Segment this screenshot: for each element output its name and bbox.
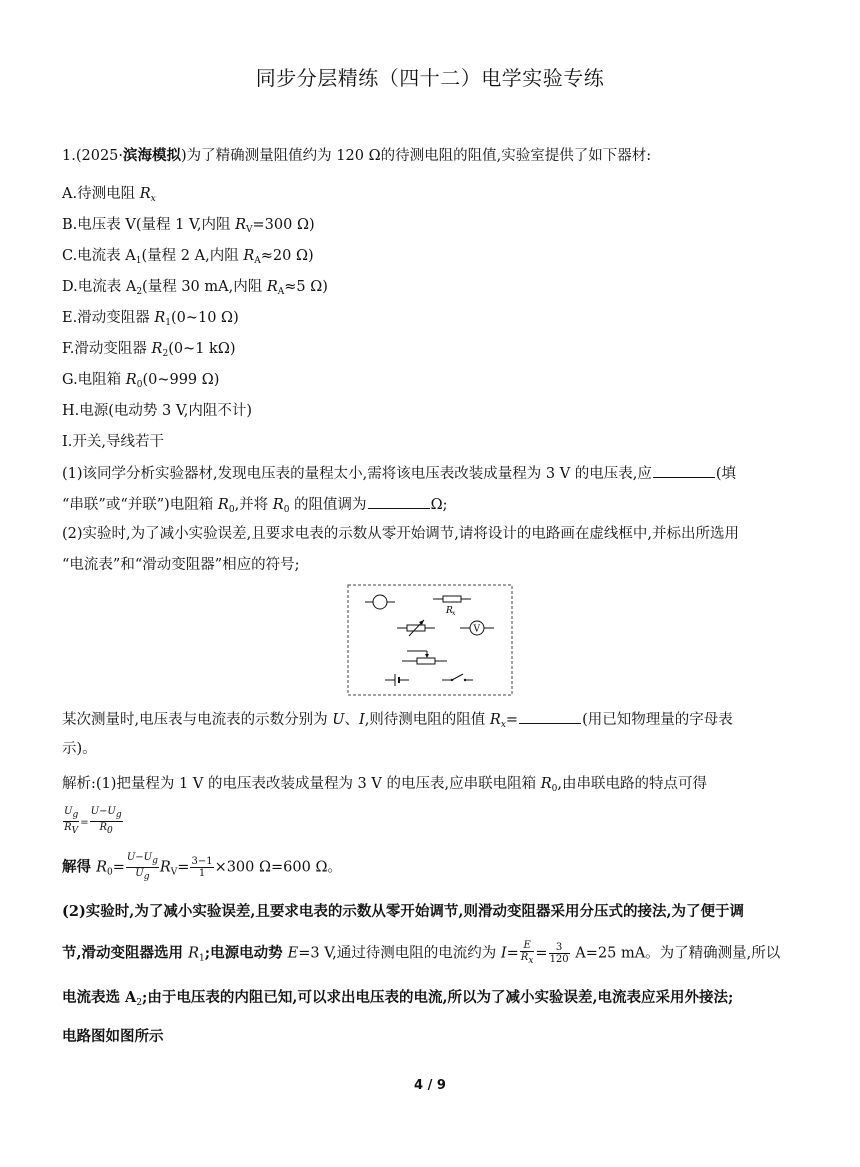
- fraction-numeric: $\frac{3-1}{1}$: [191, 856, 213, 879]
- part1-line2-text: “串联”或“并联”)电阻箱: [62, 497, 218, 513]
- option-f-sub: 2: [162, 349, 169, 359]
- option-g-sub: 0: [136, 380, 143, 390]
- solution-line6: 电路图如图所示: [62, 1028, 164, 1045]
- option-d: [62, 277, 328, 302]
- variable-resistor-symbol: [397, 620, 435, 636]
- battery-symbol: [385, 674, 409, 686]
- rx-label: R: [446, 606, 453, 616]
- option-e-text: E.滑动变阻器: [62, 310, 155, 326]
- s4-text: 节,滑动变阻器选用: [62, 944, 189, 962]
- symbol-r: R: [489, 712, 501, 728]
- option-a-sub: x: [150, 194, 156, 204]
- slide-rheostat-symbol: [402, 651, 447, 664]
- option-a-symbol: R: [139, 186, 151, 202]
- page-title: 同步分层精练（四十二）电学实验专练: [255, 66, 605, 90]
- solution-line3: (2)实验时,为了减小实验误差,且要求电表的示数从零开始调节,则滑动变阻器采用分压式的接法,为了便于调: [62, 903, 744, 920]
- option-e-symbol: R: [154, 310, 166, 326]
- part1-line2-end: Ω;: [430, 497, 448, 513]
- fraction-e-rx: $\frac{E}{R_x}$: [520, 940, 534, 966]
- option-f-text2: (0~1 kΩ): [168, 341, 236, 357]
- r0-symbol: R: [217, 497, 229, 513]
- equation-1: [62, 806, 124, 837]
- option-g-text2: (0~999 Ω): [142, 372, 220, 388]
- part2-line1: (2)实验时,为了减小实验误差,且要求电表的示数从零开始调节,请将设计的电路画在虚线框中,并标出所选用: [62, 526, 739, 542]
- solution-line5: 电流表选 $A_2$;由于电压表的内阻已知,可以求出电压表的电流,所以为了减小实验误差,电流表应采用外接法;: [62, 989, 734, 1008]
- part3-text: 某次测量时,电压表与电流表的示数分别为: [62, 712, 333, 728]
- s2-r: R: [96, 859, 107, 876]
- option-b-text-end: =300 Ω): [252, 217, 315, 233]
- symbol-i: I: [358, 712, 365, 728]
- ammeter-symbol: [365, 595, 395, 609]
- solution-line4: 节,滑动变阻器选用 $R_1$;电源电动势 E=3 V,通过待测电阻的电流约为 I= $\frac{E}{R_x}$ = $\frac{3}{120}$ A=25 mA。为了精确测量,所以: [62, 940, 781, 966]
- symbol-r-sub: x: [500, 720, 506, 730]
- circuit-components-box[interactable]: [347, 584, 513, 696]
- option-d-symbol: R: [266, 279, 278, 295]
- answer-blank-3[interactable]: [519, 709, 581, 724]
- part3-text2: ,则待测电阻的阻值: [364, 712, 490, 728]
- r0-symbol-2: R: [272, 497, 284, 513]
- option-f-symbol: R: [151, 341, 163, 357]
- eq1-equals: =: [80, 817, 89, 829]
- answer-blank-1[interactable]: [653, 463, 715, 478]
- option-i: I.开关,导线若干: [62, 434, 164, 450]
- intro-prefix: 1.(2025·: [62, 148, 124, 164]
- solution-r0: R: [540, 776, 552, 792]
- fraction-r0: $\frac{U-U_g}{U_g}$: [126, 852, 158, 882]
- option-c: [62, 246, 314, 271]
- r0-sub: 0: [228, 505, 235, 515]
- option-c-symbol: R: [243, 248, 255, 264]
- solution-text: 解析:(1)把量程为 1 V 的电压表改装成量程为 3 V 的电压表,应串联电阻箱: [62, 776, 541, 792]
- separator: 、: [344, 712, 359, 728]
- part3-line1: [62, 709, 733, 735]
- question-source: 滨海模拟: [123, 147, 182, 164]
- rx-label-sub: x: [452, 610, 456, 617]
- option-a: [62, 184, 156, 209]
- option-c-text: C.电流表 A: [62, 248, 136, 264]
- equals-sign: =: [505, 712, 519, 728]
- part1-line1: [62, 463, 736, 484]
- part3-line2: 示)。: [62, 741, 97, 757]
- option-c-text2: (量程 2 A,内阻: [141, 248, 244, 264]
- option-a-text: A.待测电阻: [62, 186, 140, 202]
- option-c-text3: ≈20 Ω): [260, 248, 314, 264]
- option-c-sub1: 1: [135, 256, 142, 266]
- option-d-text2: (量程 30 mA,内阻: [142, 279, 267, 295]
- option-g-text: G.电阻箱: [62, 372, 126, 388]
- option-d-sub2: A: [277, 287, 285, 297]
- part1-line2-text3: 的阻值调为: [289, 497, 367, 513]
- option-b-text: B.电压表 V(量程 1 V,内阻: [62, 217, 236, 233]
- option-f: [62, 339, 236, 364]
- fraction-ug-rv: $\frac{U_g}{R_V}$: [64, 806, 79, 836]
- part1-text-end: (填: [715, 466, 737, 482]
- answer-blank-2[interactable]: [368, 494, 430, 509]
- part1-line2: [62, 494, 447, 520]
- option-h: H.电源(电动势 3 V,内阻不计): [62, 403, 253, 419]
- option-b: [62, 215, 315, 240]
- voltmeter-label: V: [473, 624, 480, 635]
- option-d-sub1: 2: [136, 287, 143, 297]
- option-e-sub: 1: [165, 318, 171, 328]
- question-intro: [62, 146, 651, 166]
- fraction-u-ug-r0: $\frac{U-U_g}{R_0}$: [90, 806, 122, 836]
- solution-2-text: 解得: [62, 858, 97, 876]
- voltmeter-symbol: [460, 621, 494, 635]
- switch-symbol: [442, 674, 473, 681]
- part1-text: (1)该同学分析实验器材,发现电压表的量程太小,需将该电压表改装成量程为 3 V 的电压表,应: [62, 466, 652, 482]
- option-f-text: F.滑动变阻器: [62, 341, 152, 357]
- option-g-symbol: R: [125, 372, 137, 388]
- option-b-sub: V: [246, 225, 253, 235]
- solution-text-end: ,由串联电路的特点可得: [557, 776, 707, 792]
- option-d-text3: ≈5 Ω): [284, 279, 328, 295]
- option-e-text2: (0~10 Ω): [170, 310, 239, 326]
- option-b-symbol: R: [235, 217, 247, 233]
- fraction-3-120: $\frac{3}{120}$: [549, 942, 569, 965]
- symbol-u: U: [332, 712, 345, 728]
- solution-line1: [62, 774, 707, 799]
- s4-result: A=25 mA。为了精确测量,所以: [570, 945, 781, 962]
- option-d-text: D.电流表 A: [62, 279, 137, 295]
- option-e: [62, 308, 239, 333]
- rx-resistor-symbol: [433, 596, 471, 617]
- intro-text: )为了精确测量阻值约为 120 Ω的待测电阻的阻值,实验室提供了如下器材:: [181, 148, 652, 164]
- part1-line2-text2: ,并将: [234, 497, 273, 513]
- solution-r0-sub: 0: [551, 784, 558, 794]
- part3-text3: (用已知物理量的字母表: [582, 712, 733, 728]
- option-g: [62, 370, 219, 395]
- r0-sub-2: 0: [283, 505, 290, 515]
- solution-2-result: ×300 Ω=600 Ω。: [214, 859, 342, 876]
- part2-line2: “电流表”和“滑动变阻器”相应的符号;: [62, 557, 300, 573]
- solution-line2: 解得 $R_0=$ $\frac{U-U_g}{U_g}$ $R_V=$ $\frac{3-1}{1}$ ×300 Ω=600 Ω。: [62, 852, 342, 882]
- option-c-sub2: A: [254, 256, 261, 266]
- page-number: 4 / 9: [414, 1078, 446, 1093]
